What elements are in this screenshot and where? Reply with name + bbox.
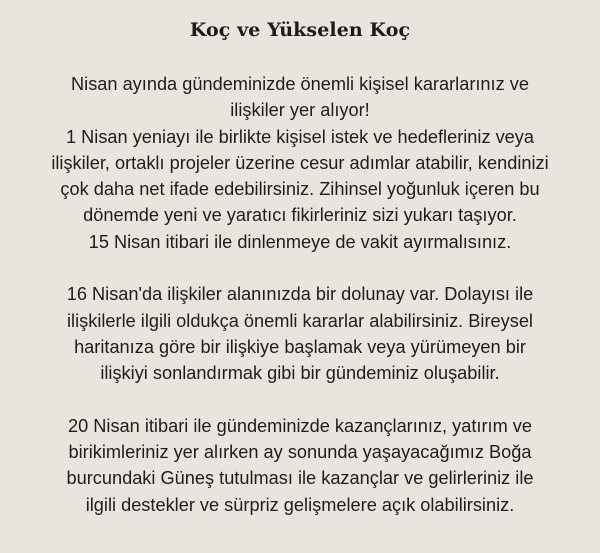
text-line: 15 Nisan itibari ile dinlenmeye de vakit ayırmalısınız. [88, 231, 512, 252]
text-line: 1 Nisan yeniayı ile birlikte kişisel istek ve hedefleriniz veya [65, 126, 535, 147]
paragraph-gap [18, 255, 582, 281]
text-line: ilişkiler, ortaklı projeler üzerine cesur adımlar atabilir, kendinizi [51, 152, 549, 173]
paragraph-3 [18, 413, 582, 518]
text-line: Nisan ayında gündeminizde önemli kişisel kararlarınız ve [71, 74, 529, 94]
text-line: ilgili destekler ve sürpriz gelişmelere açık olabilirsiniz. [85, 494, 515, 515]
horoscope-body [18, 71, 582, 518]
text-line: dönemde yeni ve yaratıcı fikirleriniz sizi yukarı taşıyor. [83, 205, 517, 226]
text-line: ilişkiyi sonlandırmak gibi bir gündeminiz oluşabilir. [100, 363, 500, 384]
paragraph-1 [18, 71, 582, 255]
text-line: 20 Nisan itibari ile gündeminizde kazançlarınız, yatırım ve [68, 415, 532, 436]
text-line: haritanıza göre bir ilişkiye başlamak veya yürümeyen bir [74, 336, 526, 357]
paragraph-2 [18, 281, 582, 386]
text-line: birikimleriniz yer alırken ay sonunda yaşayacağımız Boğa [68, 442, 532, 463]
paragraph-gap [18, 387, 582, 413]
text-line: burcundaki Güneş tutulması ile kazançlar ve gelirleriniz ile [66, 468, 534, 489]
text-line: çok daha net ifade edebilirsiniz. Zihinsel yoğunluk içeren bu [60, 179, 540, 200]
text-line: ilişkilerle ilgili oldukça önemli kararlar alabilirsiniz. Bireysel [67, 310, 533, 331]
page-title: Koç ve Yükselen Koç [189, 19, 411, 41]
text-line: ilişkiler yer alıyor! [230, 100, 370, 121]
text-line: 16 Nisan'da ilişkiler alanınızda bir dolunay var. Dolayısı ile [66, 284, 534, 305]
